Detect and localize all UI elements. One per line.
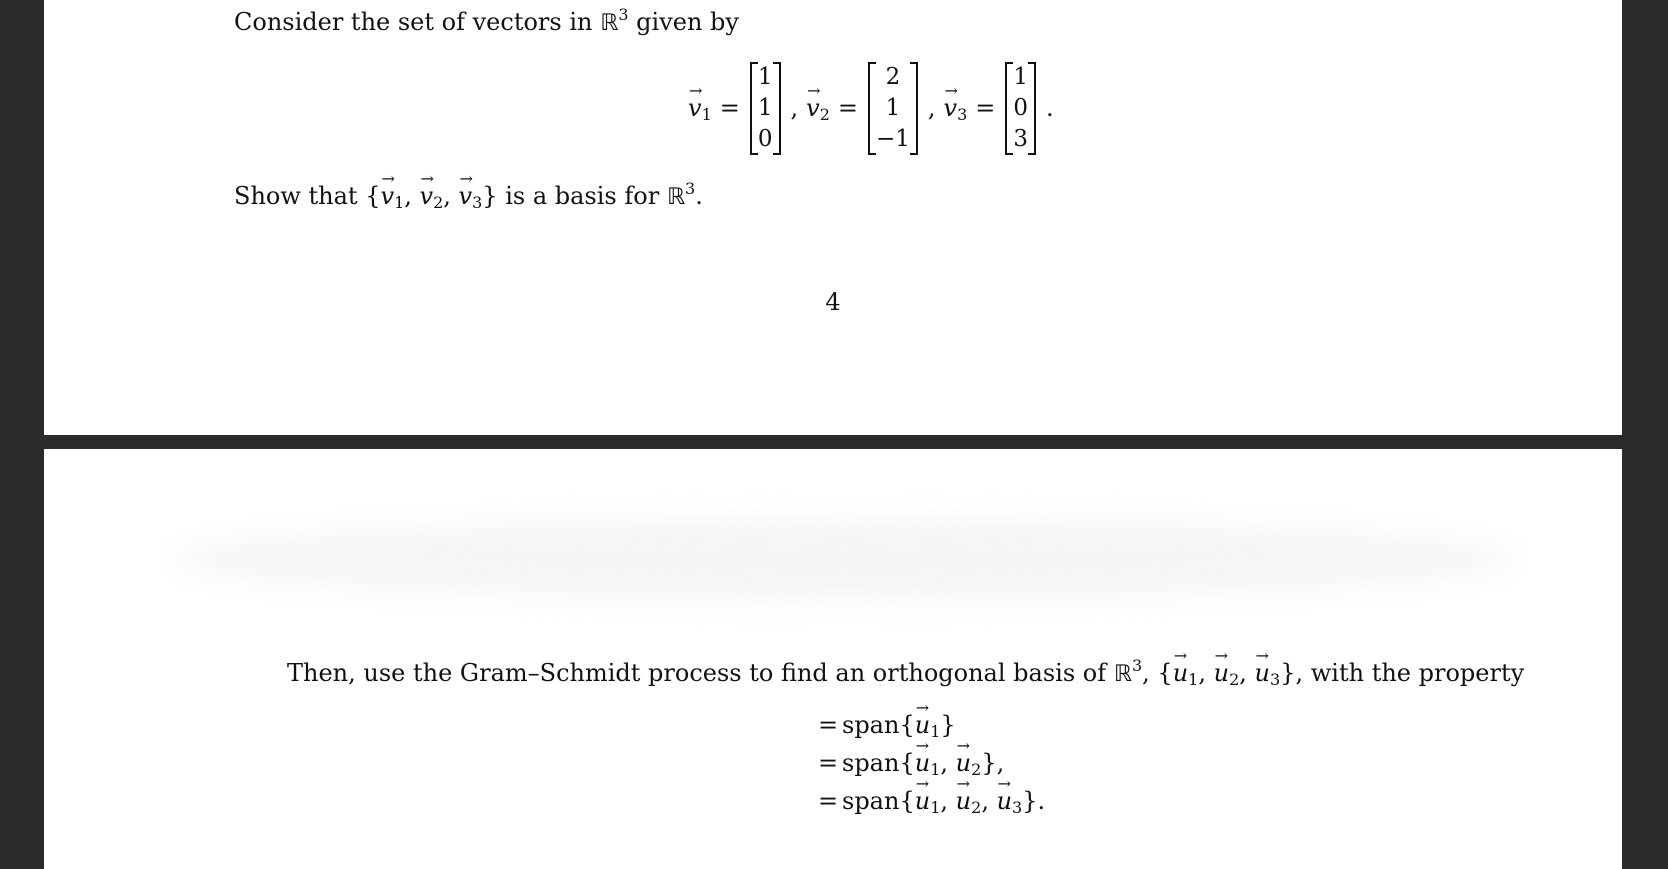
vector-matrix-3: [1005, 62, 1036, 155]
line-end: .: [1037, 787, 1046, 815]
question-text-mid: is a basis for: [505, 182, 660, 210]
vector-matrix-2: [868, 62, 918, 155]
vector-label-1: → $v_1$: [688, 94, 712, 122]
equals-sign: =: [719, 94, 740, 122]
intro-sentence: [234, 5, 739, 36]
intro-tail: given by: [636, 8, 739, 36]
comma: ,: [790, 94, 799, 122]
basis-question: [234, 179, 703, 212]
vector-set: {→ $v_1$, → $v_2$, → $v_3$}: [365, 182, 497, 210]
document-page-bottom: [44, 449, 1622, 869]
vector-label-2: → $v_2$: [806, 94, 830, 122]
redaction-smudge: [174, 519, 1514, 599]
matrix-entry: −1: [876, 125, 910, 152]
equals-sign: =: [837, 94, 858, 122]
equals-sign: =: [818, 749, 839, 777]
vector-definitions: [684, 60, 1058, 156]
span-rhs: {→ $u_1$, → $u_2$}: [899, 749, 996, 777]
span-word: span: [842, 711, 900, 739]
matrix-entry: 1: [757, 94, 773, 121]
equals-sign: =: [975, 94, 996, 122]
matrix-entry: 0: [757, 125, 773, 152]
matrix-entry: 3: [1013, 125, 1029, 152]
span-rhs: {→ $u_1$}: [899, 711, 955, 739]
instruction-tail: , with the property: [1295, 659, 1525, 687]
span-word: span: [842, 749, 900, 777]
space-exponent: 3: [1131, 656, 1143, 675]
orthogonal-basis-set: {→ $u_1$, → $u_2$, → $u_3$}: [1157, 659, 1295, 687]
matrix-entry: 2: [885, 63, 901, 90]
page-number: 4: [825, 288, 841, 316]
matrix-entry: 0: [1013, 94, 1029, 121]
comma: ,: [927, 94, 936, 122]
vector-label-3: → $v_3$: [944, 94, 968, 122]
real-space-symbol: ℝ: [600, 10, 619, 36]
space-exponent: 3: [618, 5, 629, 24]
matrix-entry: 1: [757, 63, 773, 90]
gram-schmidt-instruction: Then, use the Gram–Schmidt process to find an orthogonal basis of ℝ$^3$, {→ $u_1$, → $u_2$, → $u_3$}, with the property: [287, 661, 1524, 686]
question-text: Show that: [234, 182, 358, 210]
equals-sign: =: [818, 711, 839, 739]
vector-matrix-1: [750, 62, 781, 155]
matrix-entry: 1: [885, 94, 901, 121]
real-space-symbol: ℝ: [1113, 661, 1132, 687]
equals-sign: =: [818, 787, 839, 815]
line-end: ,: [996, 749, 1005, 777]
period: .: [1046, 94, 1054, 122]
period: .: [695, 182, 703, 210]
span-rhs: {→ $u_1$, → $u_2$, → $u_3$}: [899, 787, 1037, 815]
matrix-entry: 1: [1013, 63, 1029, 90]
intro-text: Consider the set of vectors in: [234, 8, 593, 36]
real-space-symbol: ℝ: [666, 184, 686, 210]
space-exponent: 3: [685, 179, 696, 198]
document-page-top: [44, 0, 1622, 435]
instruction-text: Then, use the Gram–Schmidt process to find an orthogonal basis of: [287, 659, 1107, 687]
span-word: span: [842, 787, 900, 815]
